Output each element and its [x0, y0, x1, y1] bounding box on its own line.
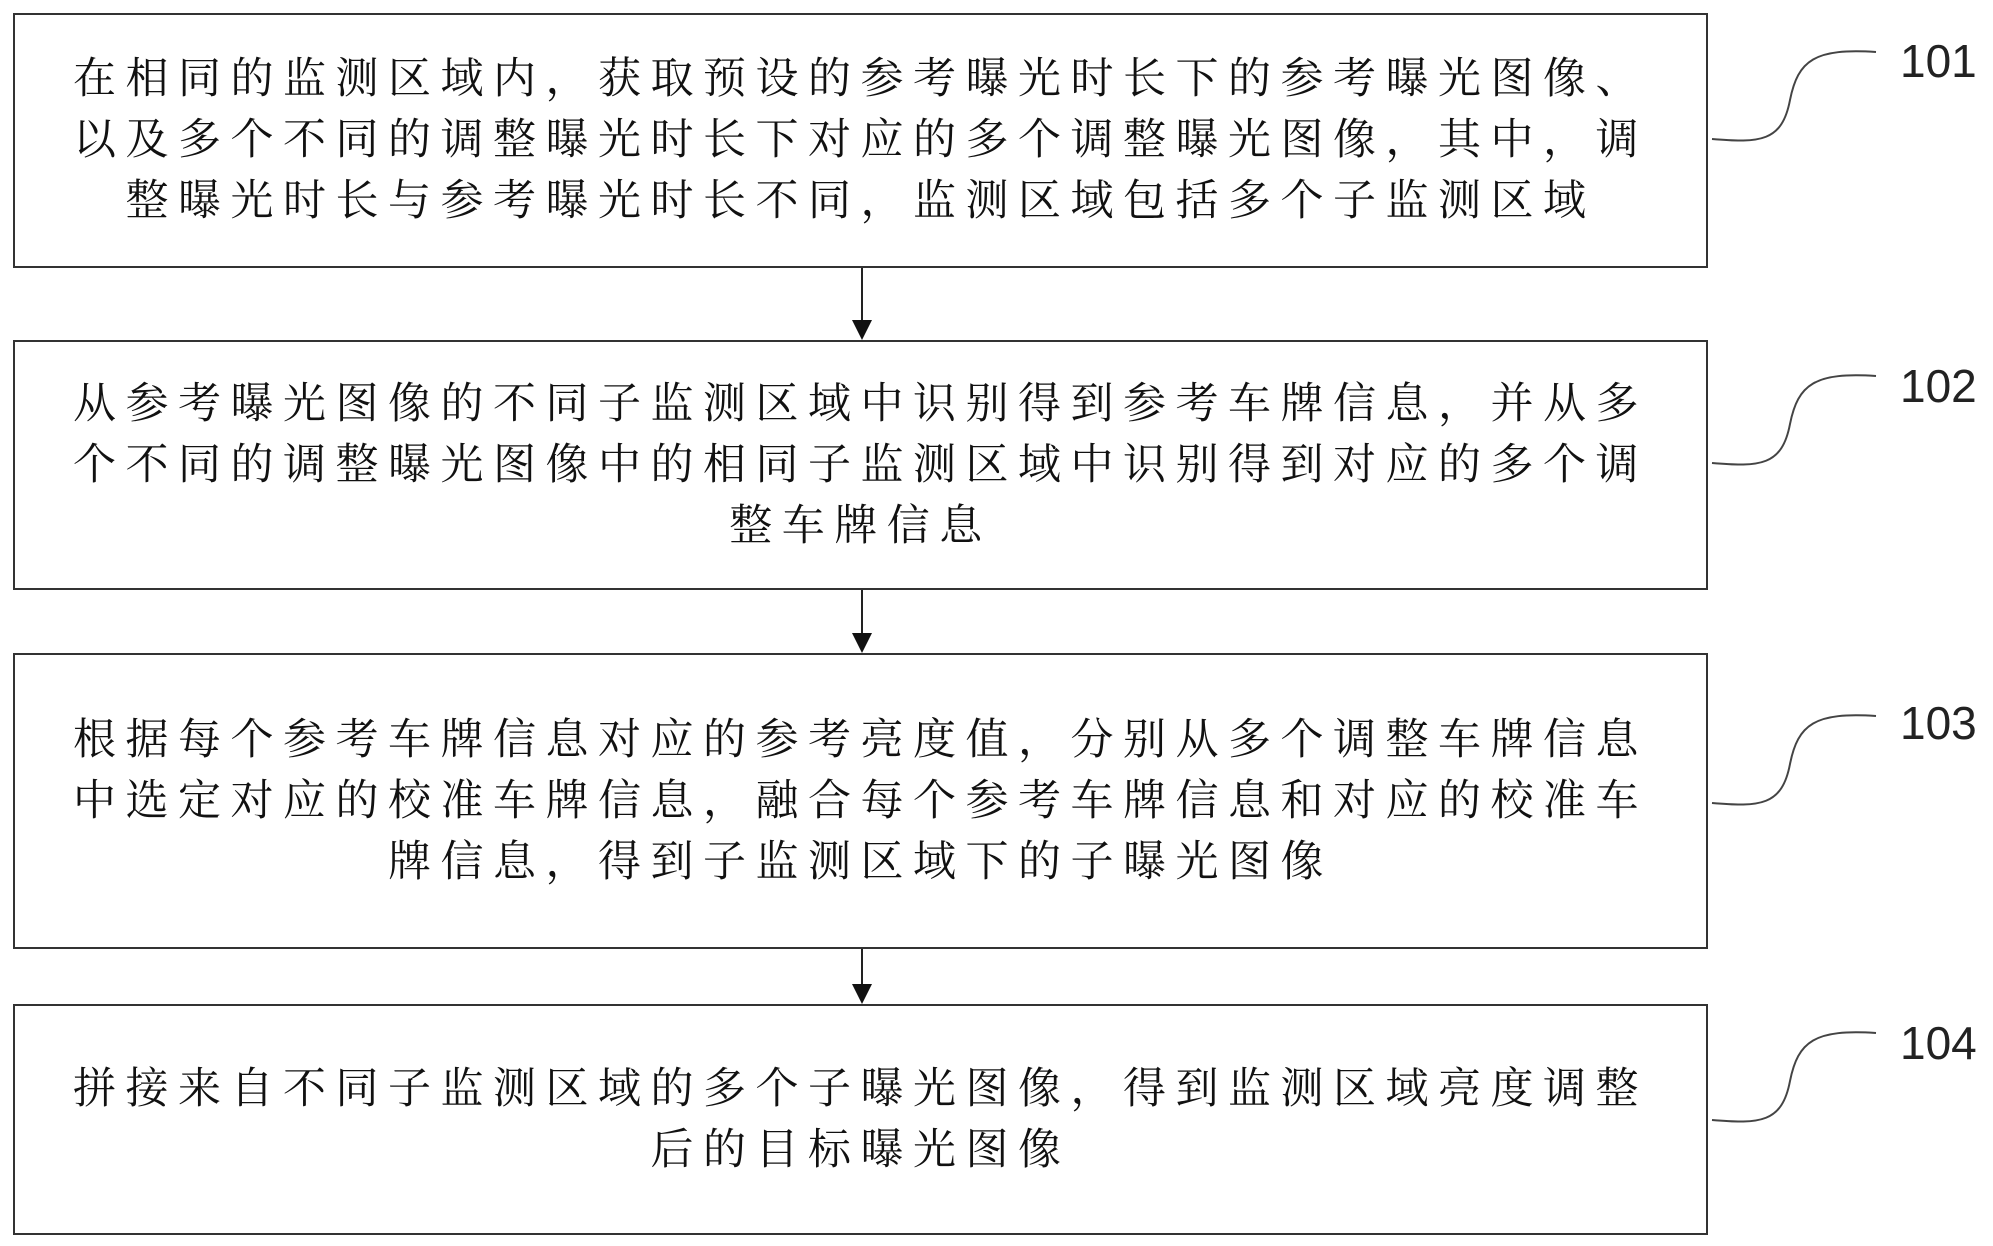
step-102-line-2: 个不同的调整曝光图像中的相同子监测区域中识别得到对应的多个调: [73, 439, 1648, 490]
step-label-101: 101: [1900, 35, 1977, 87]
leader-curve-103: [1712, 715, 1876, 804]
leader-curve-102: [1712, 375, 1876, 464]
flow-arrow-102-103: [852, 590, 872, 653]
step-103-line-1: 根据每个参考车牌信息对应的参考亮度值，分别从多个调整车牌信息: [73, 714, 1648, 765]
arrowhead-icon: [852, 984, 872, 1004]
arrowhead-icon: [852, 633, 872, 653]
step-104-line-2: 后的目标曝光图像: [650, 1124, 1071, 1175]
step-label-104: 104: [1900, 1017, 1977, 1069]
step-103-line-3: 牌信息，得到子监测区域下的子曝光图像: [388, 836, 1333, 887]
step-104-line-1: 拼接来自不同子监测区域的多个子曝光图像，得到监测区域亮度调整: [73, 1063, 1648, 1114]
step-label-103: 103: [1900, 697, 1977, 749]
arrowhead-icon: [852, 320, 872, 340]
step-102-line-3: 整车牌信息: [729, 500, 992, 551]
step-102-line-1: 从参考曝光图像的不同子监测区域中识别得到参考车牌信息，并从多: [73, 378, 1648, 429]
step-101-line-2: 以及多个不同的调整曝光时长下对应的多个调整曝光图像，其中，调: [73, 115, 1648, 165]
flow-arrow-103-104: [852, 949, 872, 1004]
step-101-line-1: 在相同的监测区域内，获取预设的参考曝光时长下的参考曝光图像、: [73, 54, 1648, 104]
flow-arrow-101-102: [852, 268, 872, 340]
leader-curve-101: [1712, 51, 1876, 140]
step-103-line-2: 中选定对应的校准车牌信息，融合每个参考车牌信息和对应的校准车: [73, 775, 1648, 826]
step-label-102: 102: [1900, 360, 1977, 412]
leader-curve-104: [1712, 1032, 1876, 1121]
step-101-line-3: 整曝光时长与参考曝光时长不同，监测区域包括多个子监测区域: [125, 176, 1596, 226]
